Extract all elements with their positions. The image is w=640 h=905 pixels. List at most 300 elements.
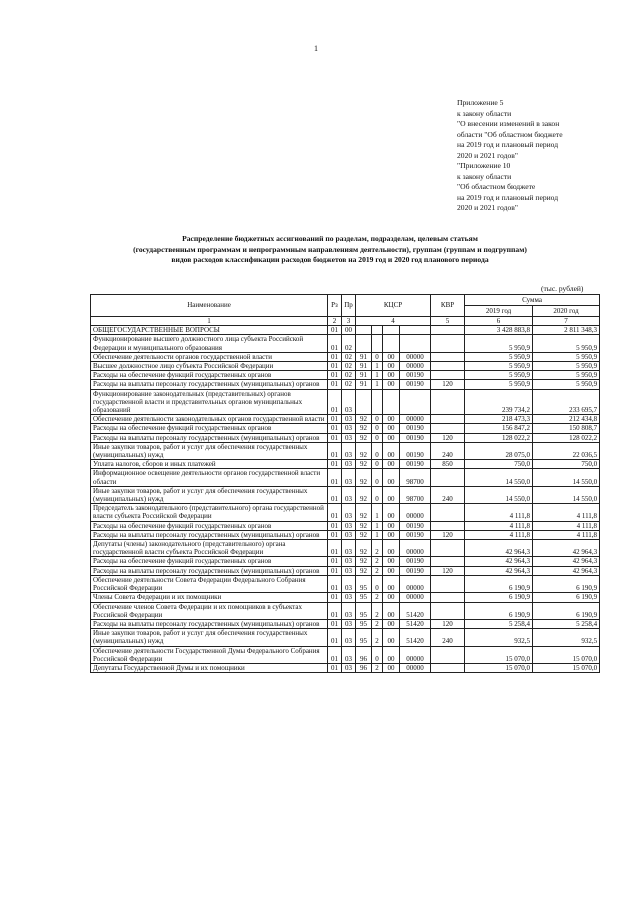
cell-name: Расходы на обеспечение функций государственных органов	[91, 521, 328, 530]
table-row	[91, 566, 600, 575]
index-row	[91, 317, 600, 326]
cell-rz: 01	[328, 557, 342, 566]
cell-kcsr-main: 00	[383, 646, 400, 663]
cell-kvr: 120	[431, 566, 465, 575]
cell-sum-2020: 128 022,2	[533, 433, 600, 442]
cell-kcsr-direction: 00000	[400, 504, 431, 521]
cell-pr: 03	[342, 486, 356, 503]
cell-sum-2019: 750,0	[465, 460, 533, 469]
cell-name: Расходы на обеспечение функций государственных органов	[91, 557, 328, 566]
cell-kcsr-subprogram: 1	[372, 530, 383, 539]
table-row	[91, 469, 600, 486]
cell-pr: 03	[342, 469, 356, 486]
cell-sum-2020: 14 550,0	[533, 469, 600, 486]
cell-kcsr-subprogram: 0	[372, 486, 383, 503]
cell-kvr	[431, 371, 465, 380]
cell-kcsr-subprogram: 0	[372, 469, 383, 486]
title-line: (государственным программам и непрограммным направлениям деятельности), группам (группам и подгруппам)	[133, 244, 527, 254]
cell-sum-2019: 5 950,9	[465, 352, 533, 361]
cell-kvr: 120	[431, 380, 465, 389]
cell-name: Депутаты Государственной Думы и их помощники	[91, 663, 328, 672]
index-cell: 5	[431, 317, 465, 326]
cell-kcsr-subprogram: 1	[372, 504, 383, 521]
cell-kcsr-subprogram: 0	[372, 442, 383, 459]
cell-kcsr-main	[383, 335, 400, 352]
cell-sum-2019: 5 950,9	[465, 335, 533, 352]
cell-rz: 01	[328, 433, 342, 442]
cell-sum-2020: 150 808,7	[533, 424, 600, 433]
cell-kcsr-direction: 00000	[400, 362, 431, 371]
budget-table	[90, 294, 600, 673]
cell-kvr	[431, 521, 465, 530]
appendix-line: "Приложение 10	[457, 161, 511, 170]
cell-pr: 03	[342, 593, 356, 602]
cell-kcsr-main: 00	[383, 521, 400, 530]
cell-sum-2020: 6 190,9	[533, 593, 600, 602]
cell-kcsr-direction: 00190	[400, 521, 431, 530]
cell-kcsr-subprogram: 1	[372, 371, 383, 380]
cell-kcsr-program	[356, 335, 372, 352]
appendix-line: Приложение 5	[457, 98, 504, 107]
table-row	[91, 521, 600, 530]
cell-sum-2019: 42 964,3	[465, 557, 533, 566]
table-row	[91, 433, 600, 442]
title-line: Распределение бюджетных ассигнований по разделам, подразделам, целевым статьям	[182, 234, 478, 243]
header-kcsr: КЦСР	[356, 295, 431, 317]
table-row	[91, 371, 600, 380]
cell-kcsr-subprogram: 0	[372, 575, 383, 592]
cell-kvr: 120	[431, 433, 465, 442]
cell-kvr	[431, 646, 465, 663]
cell-kcsr-direction: 00000	[400, 352, 431, 361]
cell-sum-2019: 14 550,0	[465, 469, 533, 486]
cell-name: Председатель законодательного (представительного) органа государственной власти субъекта Российской Федерации	[91, 504, 328, 521]
cell-pr: 03	[342, 415, 356, 424]
table-row	[91, 619, 600, 628]
cell-kcsr-direction: 98700	[400, 486, 431, 503]
cell-kvr	[431, 352, 465, 361]
cell-kcsr-program: 95	[356, 593, 372, 602]
cell-rz: 01	[328, 521, 342, 530]
cell-pr: 03	[342, 530, 356, 539]
cell-sum-2020: 14 550,0	[533, 486, 600, 503]
cell-kcsr-program: 92	[356, 460, 372, 469]
cell-name: Обеспечение деятельности Совета Федерации Федерального Собрания Российской Федерации	[91, 575, 328, 592]
cell-kvr: 240	[431, 442, 465, 459]
units-label: (тыс. рублей)	[541, 284, 584, 293]
cell-kcsr-main: 00	[383, 424, 400, 433]
cell-pr: 03	[342, 442, 356, 459]
cell-sum-2019: 5 950,9	[465, 362, 533, 371]
header-2019: 2019 год	[465, 306, 533, 317]
table-row	[91, 362, 600, 371]
cell-kcsr-main: 00	[383, 352, 400, 361]
appendix-block	[457, 98, 627, 214]
index-cell: 2	[328, 317, 342, 326]
table-row	[91, 575, 600, 592]
cell-sum-2020: 42 964,3	[533, 557, 600, 566]
cell-kcsr-program: 91	[356, 380, 372, 389]
cell-sum-2020: 233 695,7	[533, 389, 600, 415]
cell-kcsr-main: 00	[383, 575, 400, 592]
table-row	[91, 602, 600, 619]
cell-rz: 01	[328, 380, 342, 389]
cell-sum-2019: 5 950,9	[465, 371, 533, 380]
cell-kcsr-main: 00	[383, 566, 400, 575]
cell-rz: 01	[328, 469, 342, 486]
cell-kcsr-subprogram: 2	[372, 602, 383, 619]
cell-kvr	[431, 557, 465, 566]
cell-kvr	[431, 575, 465, 592]
table-row	[91, 486, 600, 503]
cell-kcsr-program: 92	[356, 540, 372, 557]
cell-kcsr-direction: 00190	[400, 371, 431, 380]
cell-pr: 02	[342, 380, 356, 389]
table-row	[91, 326, 600, 335]
cell-kcsr-direction: 00000	[400, 593, 431, 602]
cell-name: Расходы на выплаты персоналу государственных (муниципальных) органов	[91, 530, 328, 539]
cell-rz: 01	[328, 442, 342, 459]
cell-kcsr-subprogram: 1	[372, 521, 383, 530]
cell-sum-2019: 15 070,0	[465, 646, 533, 663]
cell-kcsr-program: 92	[356, 504, 372, 521]
cell-kcsr-direction: 00000	[400, 540, 431, 557]
cell-name: Высшее должностное лицо субъекта Российской Федерации	[91, 362, 328, 371]
cell-kcsr-program: 92	[356, 557, 372, 566]
cell-kcsr-program: 91	[356, 371, 372, 380]
cell-name: ОБЩЕГОСУДАРСТВЕННЫЕ ВОПРОСЫ	[91, 326, 328, 335]
cell-kcsr-subprogram	[372, 335, 383, 352]
cell-kcsr-program: 92	[356, 442, 372, 459]
cell-kcsr-subprogram: 0	[372, 415, 383, 424]
cell-pr: 02	[342, 352, 356, 361]
table-row	[91, 629, 600, 646]
cell-pr: 02	[342, 362, 356, 371]
cell-rz: 01	[328, 602, 342, 619]
cell-kcsr-program: 95	[356, 602, 372, 619]
cell-pr: 03	[342, 602, 356, 619]
cell-kvr	[431, 389, 465, 415]
cell-kcsr-program: 92	[356, 521, 372, 530]
header-rz: Рз	[328, 295, 342, 317]
header-name: Наименование	[91, 295, 328, 317]
cell-rz: 01	[328, 593, 342, 602]
cell-sum-2020: 6 190,9	[533, 602, 600, 619]
cell-sum-2020: 4 111,8	[533, 504, 600, 521]
cell-kcsr-main: 00	[383, 557, 400, 566]
cell-kcsr-subprogram: 0	[372, 460, 383, 469]
cell-name: Уплата налогов, сборов и иных платежей	[91, 460, 328, 469]
header-row	[91, 295, 600, 306]
cell-kcsr-program: 96	[356, 663, 372, 672]
cell-rz: 01	[328, 424, 342, 433]
cell-kcsr-subprogram: 2	[372, 663, 383, 672]
cell-rz: 01	[328, 389, 342, 415]
table-row	[91, 380, 600, 389]
cell-sum-2020: 15 070,0	[533, 646, 600, 663]
cell-kcsr-subprogram	[372, 326, 383, 335]
cell-rz: 01	[328, 540, 342, 557]
cell-kcsr-subprogram: 0	[372, 433, 383, 442]
cell-kcsr-program: 92	[356, 566, 372, 575]
cell-sum-2019: 239 734,2	[465, 389, 533, 415]
cell-pr: 03	[342, 557, 356, 566]
cell-sum-2019: 3 428 883,8	[465, 326, 533, 335]
page-number: 1	[314, 44, 318, 53]
cell-kcsr-direction: 00190	[400, 433, 431, 442]
cell-kcsr-main: 00	[383, 469, 400, 486]
cell-kcsr-main: 00	[383, 593, 400, 602]
cell-kcsr-direction: 00190	[400, 460, 431, 469]
cell-kcsr-direction: 51420	[400, 602, 431, 619]
cell-sum-2020: 6 190,9	[533, 575, 600, 592]
table-row	[91, 352, 600, 361]
cell-kcsr-main: 00	[383, 380, 400, 389]
cell-kcsr-subprogram: 2	[372, 557, 383, 566]
cell-name: Функционирование законодательных (представительных) органов государственной власти и представительных органов муниципальных образований	[91, 389, 328, 415]
cell-sum-2020: 2 811 348,3	[533, 326, 600, 335]
cell-name: Обеспечение членов Совета Федерации и их помощников в субъектах Российской Федерации	[91, 602, 328, 619]
index-cell: 3	[342, 317, 356, 326]
cell-kvr	[431, 424, 465, 433]
cell-sum-2019: 5 258,4	[465, 619, 533, 628]
cell-kvr	[431, 335, 465, 352]
cell-name: Расходы на обеспечение функций государственных органов	[91, 371, 328, 380]
cell-sum-2020: 15 070,0	[533, 663, 600, 672]
table-row	[91, 442, 600, 459]
cell-kvr	[431, 663, 465, 672]
cell-kcsr-program: 92	[356, 424, 372, 433]
cell-kvr	[431, 540, 465, 557]
cell-pr: 03	[342, 646, 356, 663]
cell-kcsr-program: 91	[356, 352, 372, 361]
cell-kcsr-main: 00	[383, 602, 400, 619]
cell-kvr: 850	[431, 460, 465, 469]
cell-kcsr-subprogram: 2	[372, 629, 383, 646]
table-row	[91, 335, 600, 352]
cell-sum-2020: 5 950,9	[533, 371, 600, 380]
cell-kcsr-main: 00	[383, 619, 400, 628]
cell-sum-2020: 5 258,4	[533, 619, 600, 628]
cell-sum-2020: 22 036,5	[533, 442, 600, 459]
cell-kvr	[431, 504, 465, 521]
header-pr: Пр	[342, 295, 356, 317]
cell-sum-2019: 6 190,9	[465, 593, 533, 602]
cell-rz: 01	[328, 362, 342, 371]
cell-kcsr-program: 95	[356, 619, 372, 628]
cell-rz: 01	[328, 566, 342, 575]
cell-kcsr-program: 96	[356, 646, 372, 663]
cell-kcsr-direction: 98700	[400, 469, 431, 486]
index-cell: 4	[356, 317, 431, 326]
index-cell: 7	[533, 317, 600, 326]
cell-kvr	[431, 593, 465, 602]
table-row	[91, 389, 600, 415]
cell-rz: 01	[328, 646, 342, 663]
cell-pr: 03	[342, 629, 356, 646]
cell-name: Иные закупки товаров, работ и услуг для обеспечения государственных (муниципальных) нужд	[91, 629, 328, 646]
cell-name: Расходы на выплаты персоналу государственных (муниципальных) органов	[91, 380, 328, 389]
cell-rz: 01	[328, 335, 342, 352]
cell-sum-2020: 5 950,9	[533, 380, 600, 389]
cell-sum-2020: 42 964,3	[533, 566, 600, 575]
cell-name: Иные закупки товаров, работ и услуг для обеспечения государственных (муниципальных) нужд	[91, 486, 328, 503]
cell-kcsr-direction: 00190	[400, 530, 431, 539]
cell-rz: 01	[328, 663, 342, 672]
cell-kcsr-subprogram: 2	[372, 566, 383, 575]
cell-name: Расходы на выплаты персоналу государственных (муниципальных) органов	[91, 433, 328, 442]
cell-kcsr-program: 92	[356, 415, 372, 424]
cell-sum-2020: 212 434,8	[533, 415, 600, 424]
cell-sum-2020: 42 964,3	[533, 540, 600, 557]
cell-kcsr-direction: 00190	[400, 380, 431, 389]
cell-kvr	[431, 362, 465, 371]
cell-name: Иные закупки товаров, работ и услуг для обеспечения государственных (муниципальных) нужд	[91, 442, 328, 459]
table-row	[91, 557, 600, 566]
cell-sum-2020: 5 950,9	[533, 335, 600, 352]
cell-rz: 01	[328, 326, 342, 335]
cell-pr: 02	[342, 335, 356, 352]
index-cell: 1	[91, 317, 328, 326]
cell-kcsr-program: 95	[356, 629, 372, 646]
cell-pr: 03	[342, 433, 356, 442]
cell-pr: 02	[342, 371, 356, 380]
cell-kvr: 120	[431, 530, 465, 539]
cell-kcsr-subprogram: 0	[372, 352, 383, 361]
appendix-line: на 2019 год и плановый период	[457, 192, 559, 202]
cell-kcsr-main: 00	[383, 663, 400, 672]
cell-kvr: 240	[431, 629, 465, 646]
cell-sum-2019: 6 190,9	[465, 602, 533, 619]
cell-pr: 03	[342, 663, 356, 672]
cell-name: Обеспечение деятельности Государственной Думы Федерального Собрания Российской Федерации	[91, 646, 328, 663]
appendix-line: на 2019 год и плановый период	[457, 140, 559, 149]
cell-name: Обеспечение деятельности органов государственной власти	[91, 352, 328, 361]
cell-kvr	[431, 469, 465, 486]
cell-kcsr-subprogram: 0	[372, 424, 383, 433]
cell-kvr	[431, 415, 465, 424]
cell-kcsr-main: 00	[383, 371, 400, 380]
cell-kcsr-direction: 00000	[400, 575, 431, 592]
cell-kvr: 240	[431, 486, 465, 503]
cell-name: Расходы на обеспечение функций государственных органов	[91, 424, 328, 433]
cell-pr: 00	[342, 326, 356, 335]
cell-kcsr-program: 92	[356, 486, 372, 503]
cell-kcsr-direction	[400, 326, 431, 335]
cell-kvr: 120	[431, 619, 465, 628]
cell-kcsr-subprogram: 2	[372, 593, 383, 602]
cell-rz: 01	[328, 530, 342, 539]
cell-sum-2019: 4 111,8	[465, 504, 533, 521]
appendix-line: "О внесении изменений в закон	[457, 119, 560, 128]
cell-name: Депутаты (члены) законодательного (представительного) органа государственной власти субъекта Российской Федерации	[91, 540, 328, 557]
cell-pr: 03	[342, 460, 356, 469]
cell-sum-2020: 932,5	[533, 629, 600, 646]
cell-kcsr-main	[383, 389, 400, 415]
appendix-line: к закону области	[457, 108, 512, 118]
cell-name: Функционирование высшего должностного лица субъекта Российской Федерации и муниципального образования	[91, 335, 328, 352]
cell-kcsr-program	[356, 326, 372, 335]
table-row	[91, 593, 600, 602]
cell-rz: 01	[328, 619, 342, 628]
cell-kcsr-main: 00	[383, 540, 400, 557]
cell-kcsr-subprogram: 2	[372, 540, 383, 557]
cell-sum-2019: 42 964,3	[465, 540, 533, 557]
cell-name: Расходы на выплаты персоналу государственных (муниципальных) органов	[91, 619, 328, 628]
cell-kcsr-direction: 00000	[400, 646, 431, 663]
cell-name: Расходы на выплаты персоналу государственных (муниципальных) органов	[91, 566, 328, 575]
cell-kcsr-program: 92	[356, 433, 372, 442]
cell-rz: 01	[328, 415, 342, 424]
cell-rz: 01	[328, 575, 342, 592]
table-row	[91, 460, 600, 469]
cell-rz: 01	[328, 371, 342, 380]
table-row	[91, 540, 600, 557]
cell-kcsr-direction: 00190	[400, 442, 431, 459]
cell-pr: 03	[342, 389, 356, 415]
appendix-line: области "Об областном бюджете	[457, 129, 563, 139]
cell-rz: 01	[328, 352, 342, 361]
cell-pr: 03	[342, 566, 356, 575]
cell-sum-2019: 14 550,0	[465, 486, 533, 503]
cell-sum-2019: 6 190,9	[465, 575, 533, 592]
cell-sum-2019: 28 075,0	[465, 442, 533, 459]
cell-kcsr-subprogram: 1	[372, 380, 383, 389]
cell-rz: 01	[328, 504, 342, 521]
cell-kcsr-main: 00	[383, 433, 400, 442]
cell-kcsr-program: 92	[356, 469, 372, 486]
cell-kcsr-direction: 00190	[400, 566, 431, 575]
appendix-line: "Об областном бюджете	[457, 182, 536, 191]
cell-kcsr-program	[356, 389, 372, 415]
cell-sum-2019: 5 950,9	[465, 380, 533, 389]
cell-pr: 03	[342, 424, 356, 433]
table-row	[91, 646, 600, 663]
cell-kcsr-subprogram: 2	[372, 619, 383, 628]
cell-kcsr-direction	[400, 389, 431, 415]
table-row	[91, 415, 600, 424]
cell-pr: 03	[342, 504, 356, 521]
cell-pr: 03	[342, 540, 356, 557]
cell-sum-2019: 218 473,3	[465, 415, 533, 424]
index-cell: 6	[465, 317, 533, 326]
cell-kcsr-main: 00	[383, 460, 400, 469]
cell-rz: 01	[328, 460, 342, 469]
cell-name: Обеспечение деятельности законодательных органов государственной власти	[91, 415, 328, 424]
cell-kcsr-main: 00	[383, 442, 400, 459]
appendix-line: к закону области	[457, 171, 512, 181]
cell-sum-2020: 5 950,9	[533, 362, 600, 371]
table-body	[91, 326, 600, 673]
cell-name: Информационное освещение деятельности органов государственной власти области	[91, 469, 328, 486]
cell-kcsr-program: 92	[356, 530, 372, 539]
cell-sum-2019: 15 070,0	[465, 663, 533, 672]
cell-kcsr-subprogram: 0	[372, 646, 383, 663]
cell-kcsr-main	[383, 326, 400, 335]
cell-sum-2019: 4 111,8	[465, 521, 533, 530]
cell-pr: 03	[342, 575, 356, 592]
cell-pr: 03	[342, 521, 356, 530]
cell-rz: 01	[328, 486, 342, 503]
cell-name: Члены Совета Федерации и их помощники	[91, 593, 328, 602]
table-row	[91, 663, 600, 672]
cell-sum-2019: 156 847,2	[465, 424, 533, 433]
cell-kcsr-main: 00	[383, 629, 400, 646]
cell-kcsr-subprogram: 1	[372, 362, 383, 371]
cell-sum-2019: 4 111,8	[465, 530, 533, 539]
cell-kcsr-direction: 00000	[400, 663, 431, 672]
header-kvr: КВР	[431, 295, 465, 317]
